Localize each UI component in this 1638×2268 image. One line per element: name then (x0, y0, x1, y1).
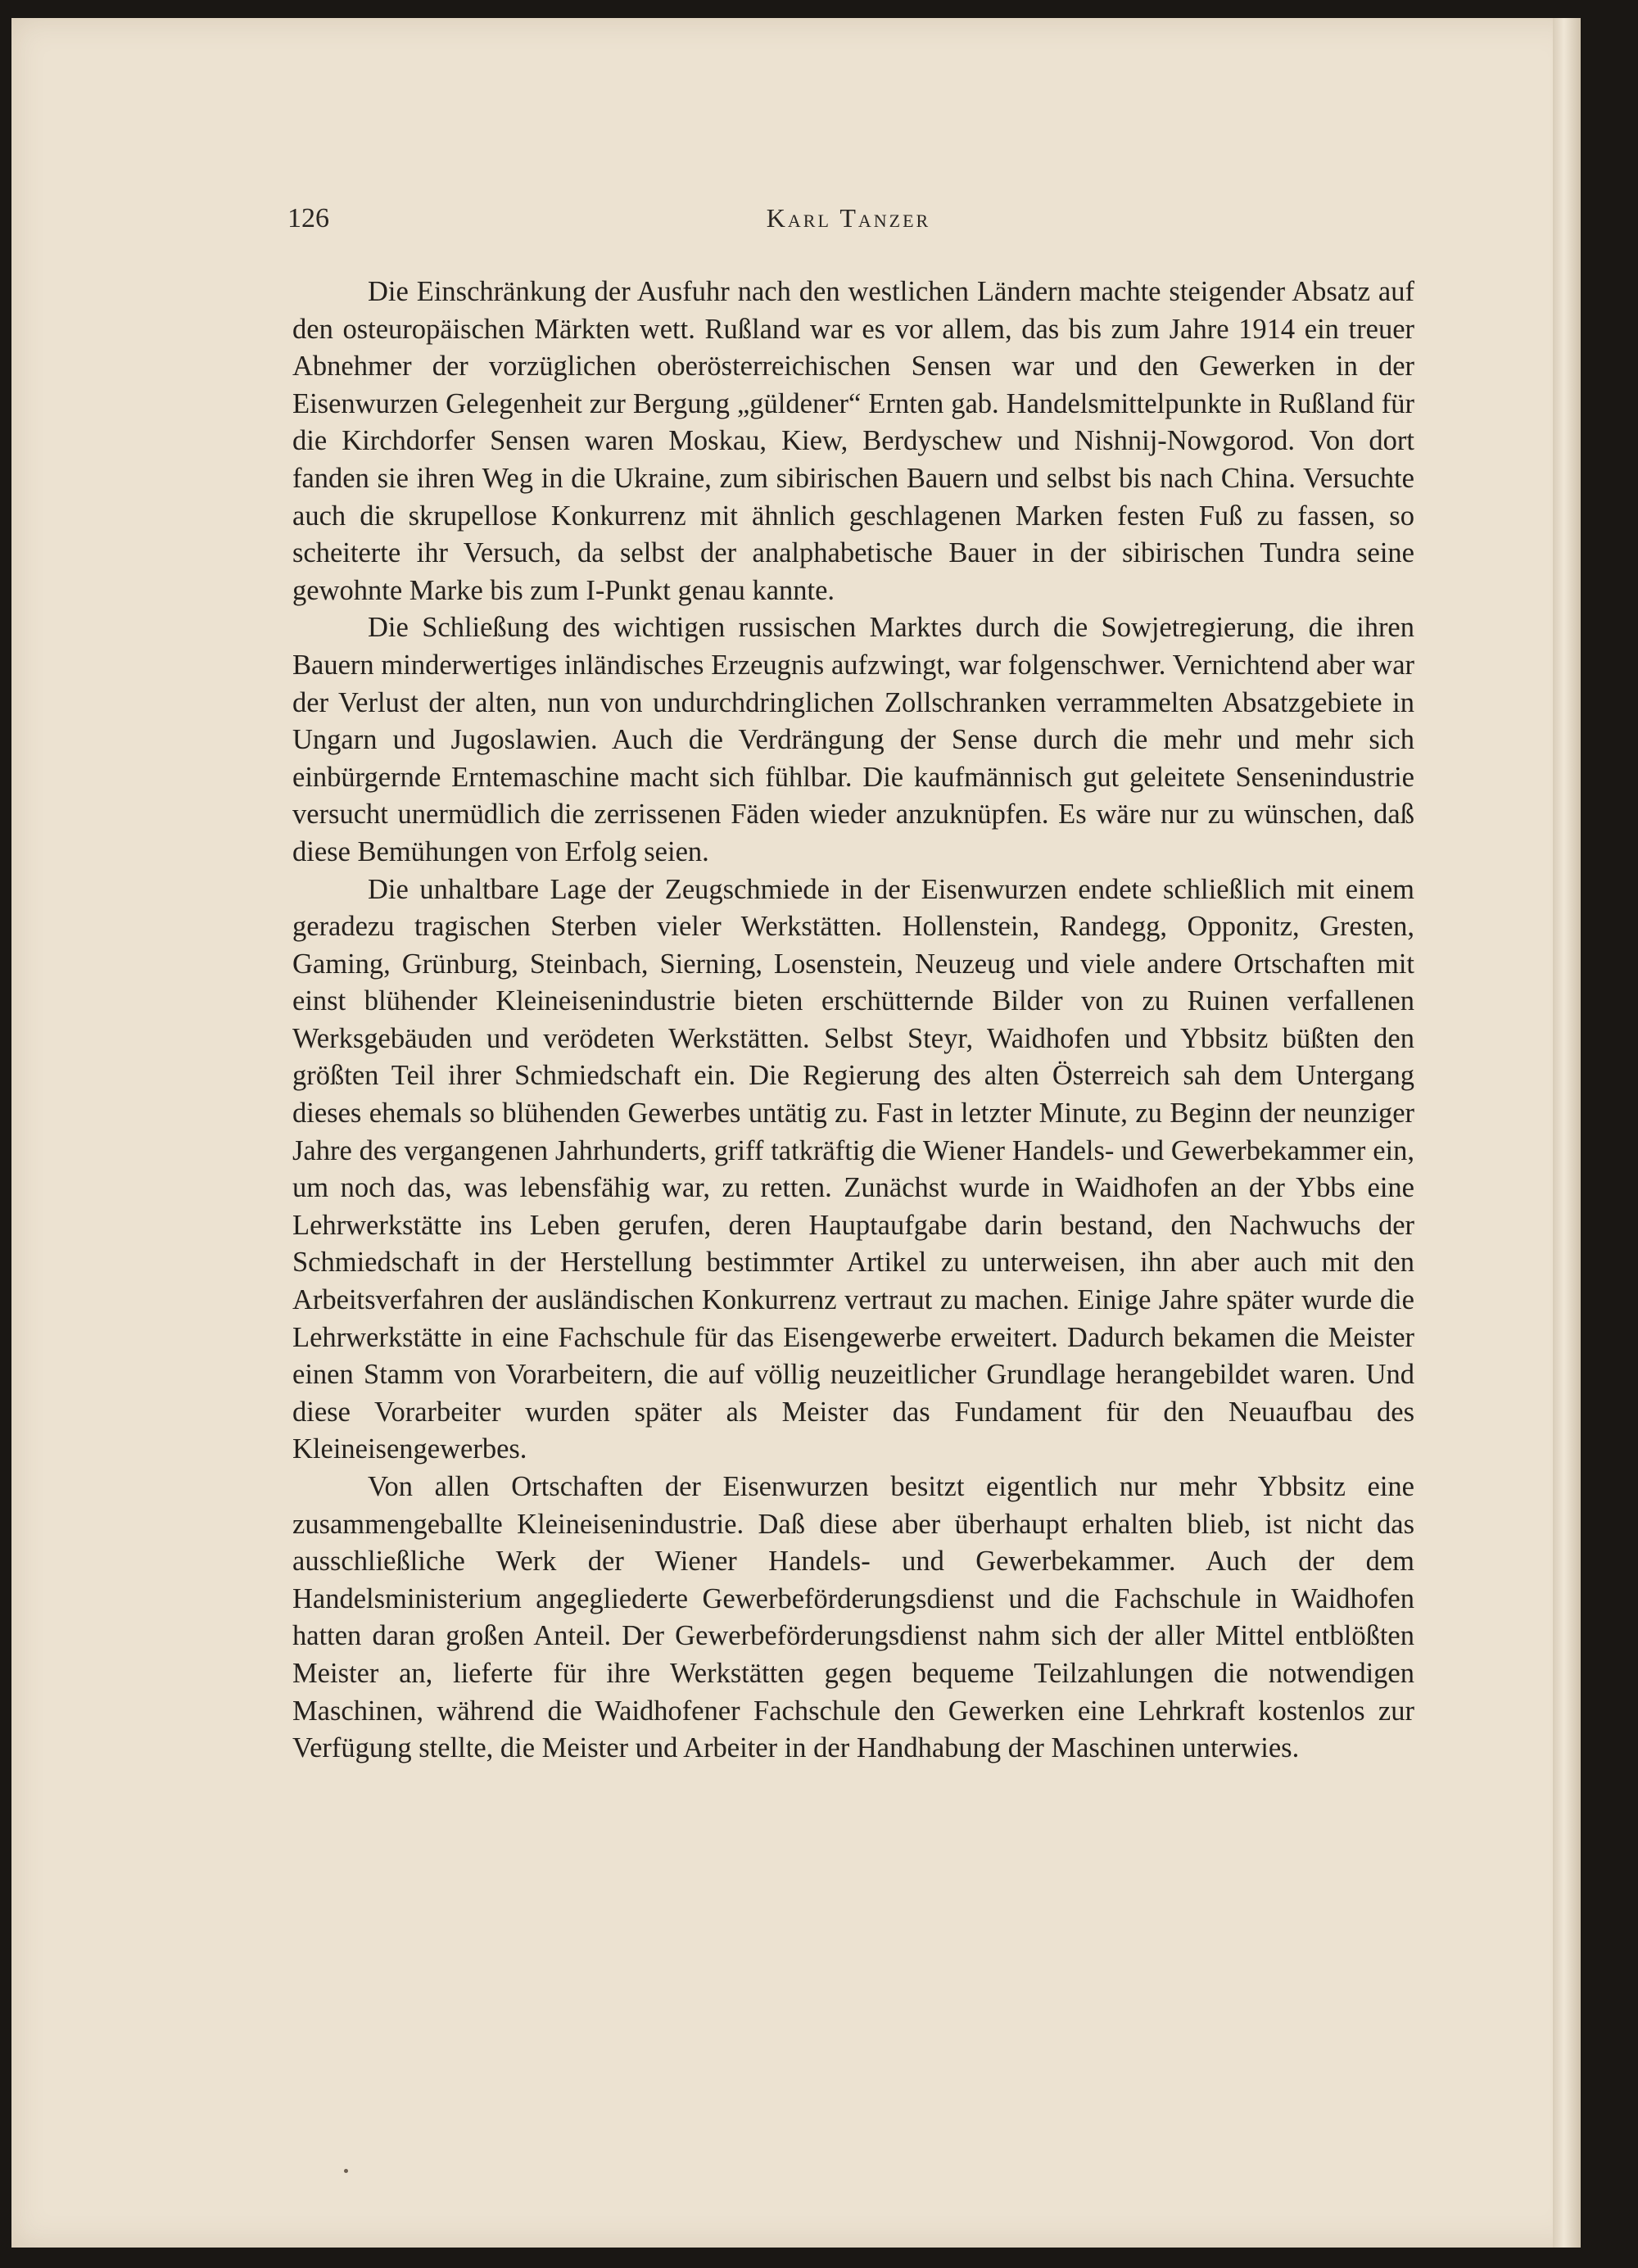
page-number: 126 (287, 203, 329, 233)
paragraph: Die Schließung des wichtigen russischen Marktes durch die Sowjetregierung, die ihren Bauern minderwertiges inländisches Erzeugnis aufzwingt, war folgenschwer. Vernichtend aber war der Verlust der alten, nun von undurchdringlichen Zollschranken verrammelten Absatzgebiete in Ungarn und Jugoslawien. Auch die Verdrängung der Sense durch die mehr und mehr sich einbürgernde Erntemaschine macht sich fühlbar. Die kaufmännisch gut geleitete Sensenindustrie versucht unermüdlich die zerrissenen Fäden wieder anzuknüpfen. Es wäre nur zu wünschen, daß diese Bemühungen von Erfolg seien. (292, 612, 1414, 867)
author-header: Karl Tanzer (766, 203, 931, 233)
page-fold-edge (1553, 18, 1581, 2248)
paragraph: Von allen Ortschaften der Eisenwurzen besitzt eigentlich nur mehr Ybbsitz eine zusammengeballte Kleineisenindustrie. Daß diese aber überhaupt erhalten blieb, ist nicht das ausschließliche Werk der Wiener Handels- und Gewerbekammer. Auch der dem Handelsministerium angegliederte Gewerbeförderungsdienst und die Fachschule in Waidhofen hatten daran großen Anteil. Der Gewerbeförderungsdienst nahm sich der aller Mittel entblößten Meister an, lieferte für ihre Werkstätten gegen bequeme Teilzahlungen die notwendigen Maschinen, während die Waidhofener Fachschule den Gewerken eine Lehrkraft kostenlos zur Verfügung stellte, die Meister und Arbeiter in der Handhabung der Maschinen unterwies. (292, 1471, 1414, 1764)
paper-speck (344, 2169, 348, 2173)
body-text (292, 274, 1414, 1768)
paragraph: Die Einschränkung der Ausfuhr nach den westlichen Ländern machte steigender Absatz auf den osteuropäischen Märkten wett. Rußland war es vor allem, das bis zum Jahre 1914 ein treuer Abnehmer der vorzüglichen oberösterreichischen Sensen war und den Gewerken in der Eisenwurzen Gelegenheit zur Bergung „güldener“ Ernten gab. Handelsmittelpunkte in Rußland für die Kirchdorfer Sensen waren Moskau, Kiew, Berdyschew und Nishnij-Nowgorod. Von dort fanden sie ihren Weg in die Ukraine, zum sibirischen Bauern und selbst bis nach China. Versuchte auch die skrupellose Konkurrenz mit ähnlich geschlagenen Marken festen Fuß zu fassen, so scheiterte ihr Versuch, da selbst der analphabetische Bauer in der sibirischen Tundra seine gewohnte Marke bis zum I-Punkt genau kannte. (292, 276, 1414, 606)
running-head (287, 203, 1409, 244)
paragraph: Die unhaltbare Lage der Zeugschmiede in der Eisenwurzen endete schließlich mit einem geradezu tragischen Sterben vieler Werkstätten. Hollenstein, Randegg, Opponitz, Gresten, Gaming, Grünburg, Steinbach, Sierning, Losenstein, Neuzeug und viele andere Ortschaften mit einst blühender Kleineisenindustrie bieten erschütternde Bilder von zu Ruinen verfallenen Werksgebäuden und verödeten Werkstätten. Selbst Steyr, Waidhofen und Ybbsitz büßten den größten Teil ihrer Schmiedschaft ein. Die Regierung des alten Österreich sah dem Untergang dieses ehemals so blühenden Gewerbes untätig zu. Fast in letzter Minute, zu Beginn der neunziger Jahre des vergangenen Jahrhunderts, griff tatkräftig die Wiener Handels- und Gewerbekammer ein, um noch das, was lebensfähig war, zu retten. Zunächst wurde in Waidhofen an der Ybbs eine Lehrwerkstätte ins Leben gerufen, deren Hauptaufgabe darin bestand, den Nachwuchs der Schmiedschaft in der Herstellung bestimmter Artikel zu unterweisen, ihn aber auch mit den Arbeitsverfahren der ausländischen Konkurrenz vertraut zu machen. Einige Jahre später wurde die Lehrwerkstätte in eine Fachschule für das Eisengewerbe erweitert. Dadurch bekamen die Meister einen Stamm von Vorarbeitern, die auf völlig neuzeitlicher Grundlage herangebildet waren. Und diese Vorarbeiter wurden später als Meister das Fundament für den Neuaufbau des Kleineisengewerbes. (292, 873, 1414, 1465)
